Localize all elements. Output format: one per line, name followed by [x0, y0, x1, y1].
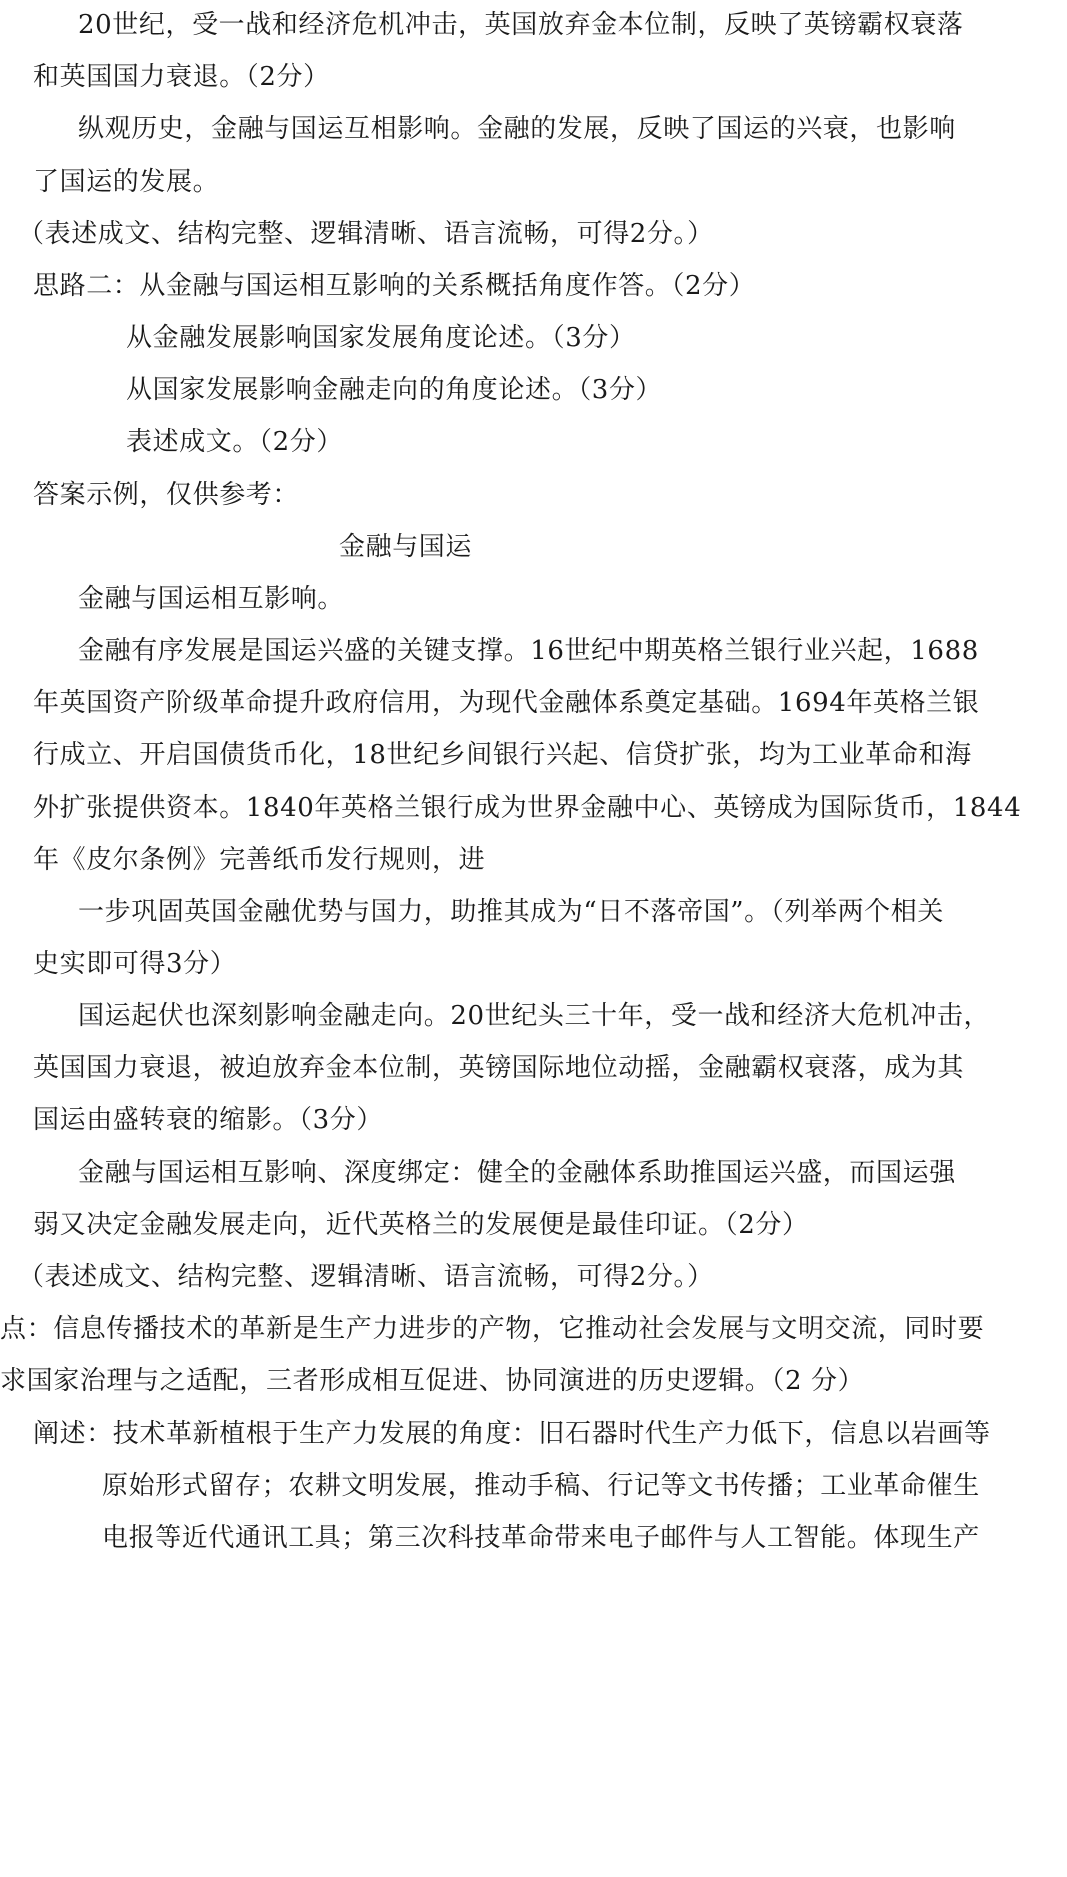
text-line: 一步巩固英国金融优势与国力，助推其成为“日不落帝国”。（列举两个相关	[78, 897, 944, 927]
text-line: 史实即可得3分）	[33, 949, 237, 979]
text-line: 阐述：技术革新植根于生产力发展的角度：旧石器时代生产力低下，信息以岩画等	[33, 1419, 991, 1449]
text-line: 了国运的发展。	[33, 167, 220, 197]
text-line: 求国家治理与之适配，三者形成相互促进、协同演进的历史逻辑。（2 分）	[0, 1366, 865, 1396]
text-line: 金融与国运相互影响、深度绑定：健全的金融体系助推国运兴盛，而国运强	[78, 1158, 956, 1188]
text-line: 答案示例，仅供参考：	[33, 480, 300, 510]
text-line: 原始形式留存；农耕文明发展，推动手稿、行记等文书传播；工业革命催生	[102, 1471, 980, 1501]
text-line: 英国国力衰退，被迫放弃金本位制，英镑国际地位动摇，金融霸权衰落，成为其	[33, 1053, 965, 1083]
text-line: 国运由盛转衰的缩影。（3分）	[33, 1105, 383, 1135]
text-line: 年《皮尔条例》完善纸币发行规则，进	[33, 845, 486, 875]
text-line: 思路二：从金融与国运相互影响的关系概括角度作答。（2分）	[33, 271, 756, 301]
text-line: 国运起伏也深刻影响金融走向。20世纪头三十年，受一战和经济大危机冲击，	[78, 1001, 991, 1031]
text-line: 20世纪，受一战和经济危机冲击，英国放弃金本位制，反映了英镑霸权衰落	[78, 10, 964, 40]
essay-title: 金融与国运	[339, 532, 473, 562]
text-line: 点：信息传播技术的革新是生产力进步的产物，它推动社会发展与文明交流，同时要	[0, 1314, 985, 1344]
text-line: 外扩张提供资本。1840年英格兰银行成为世界金融中心、英镑成为国际货币，1844	[33, 793, 1022, 823]
text-line: 从金融发展影响国家发展角度论述。（3分）	[126, 323, 636, 353]
text-line: 表述成文。（2分）	[126, 427, 343, 457]
text-line: 行成立、开启国债货币化，18世纪乡间银行兴起、信贷扩张，均为工业革命和海	[33, 740, 972, 770]
text-line: 弱又决定金融发展走向，近代英格兰的发展便是最佳印证。（2分）	[33, 1210, 809, 1240]
text-line: 纵观历史，金融与国运互相影响。金融的发展，反映了国运的兴衰，也影响	[78, 114, 956, 144]
text-line: 年英国资产阶级革命提升政府信用，为现代金融体系奠定基础。1694年英格兰银	[33, 688, 980, 718]
text-line: 金融有序发展是国运兴盛的关键支撑。16世纪中期英格兰银行业兴起，1688	[78, 636, 979, 666]
text-line: （表述成文、结构完整、逻辑清晰、语言流畅，可得2分。）	[18, 1262, 714, 1292]
text-line: 和英国国力衰退。（2分）	[33, 62, 330, 92]
text-line: 从国家发展影响金融走向的角度论述。（3分）	[126, 375, 663, 405]
text-line: 金融与国运相互影响。	[78, 584, 345, 614]
text-line: 电报等近代通讯工具；第三次科技革命带来电子邮件与人工智能。体现生产	[102, 1523, 980, 1553]
text-line: （表述成文、结构完整、逻辑清晰、语言流畅，可得2分。）	[18, 219, 714, 249]
